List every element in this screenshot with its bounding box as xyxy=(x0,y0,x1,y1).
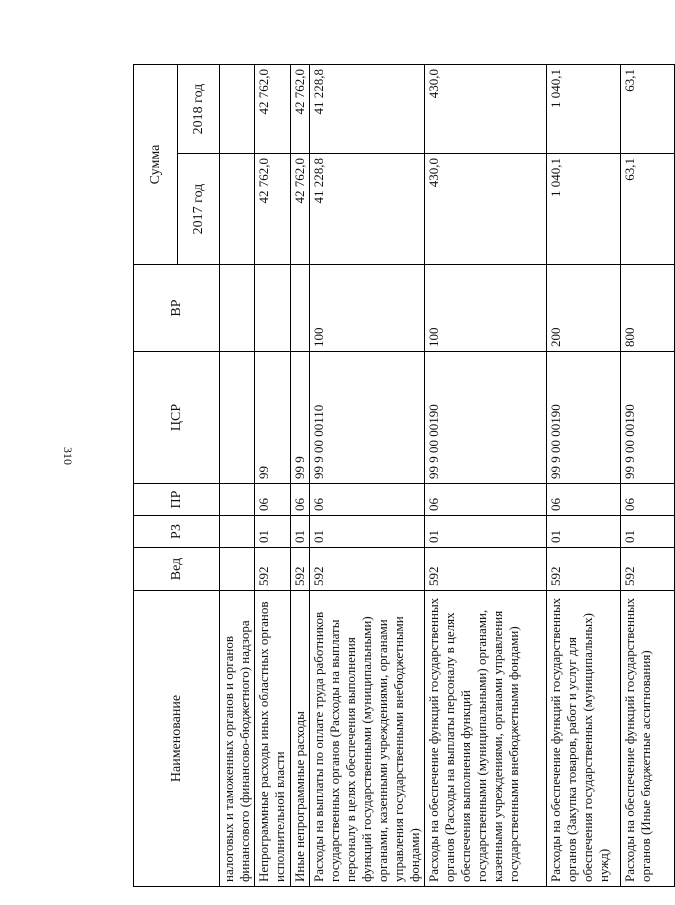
row-rz xyxy=(220,516,255,548)
page-number: 310 xyxy=(61,447,75,465)
row-ved: 592 xyxy=(310,548,425,591)
row-pr: 06 xyxy=(621,484,675,516)
row-pr: 06 xyxy=(425,484,547,516)
header-name: Наименование xyxy=(134,591,220,887)
row-csr: 99 xyxy=(255,352,291,484)
row-vr: 200 xyxy=(547,265,621,352)
row-csr: 99 9 00 00110 xyxy=(310,352,425,484)
row-pr: 06 xyxy=(310,484,425,516)
row-rz: 01 xyxy=(310,516,425,548)
rotated-page-content xyxy=(133,65,653,887)
row-name: налоговых и таможенных органов и органов финансового (финансово-бюджетного) надзора xyxy=(220,591,255,887)
row-rz: 01 xyxy=(547,516,621,548)
row-sum-2018: 42 762,0 xyxy=(291,65,310,154)
header-pr: ПР xyxy=(134,484,220,516)
row-csr: 99 9 xyxy=(291,352,310,484)
row-vr: 100 xyxy=(425,265,547,352)
row-rz: 01 xyxy=(255,516,291,548)
row-name: Расходы на обеспечение функций государственных органов (Иные бюджетные ассигнования) xyxy=(621,591,675,887)
row-ved: 592 xyxy=(425,548,547,591)
row-name: Расходы на выплаты по оплате труда работников государственных органов (Расходы на выплаты персоналу в целях обеспечения выполнения функций государственными (муниципальными) органами, казенными учреждениями, органами управления государственными внебюджетными фондами) xyxy=(310,591,425,887)
row-pr: 06 xyxy=(255,484,291,516)
row-sum-2017: 1 040,1 xyxy=(547,154,621,265)
table-row xyxy=(425,65,547,887)
row-sum-2017: 63,1 xyxy=(621,154,675,265)
header-sum: Сумма xyxy=(134,65,178,265)
row-sum-2017: 42 762,0 xyxy=(255,154,291,265)
header-year-2017: 2017 год xyxy=(178,154,220,265)
row-sum-2018: 1 040,1 xyxy=(547,65,621,154)
row-ved: 592 xyxy=(547,548,621,591)
budget-table xyxy=(133,64,675,887)
row-name: Непрограммные расходы иных областных органов исполнительной власти xyxy=(255,591,291,887)
table-row xyxy=(220,65,255,887)
row-pr: 06 xyxy=(547,484,621,516)
header-year-2018: 2018 год xyxy=(178,65,220,154)
table-row xyxy=(291,65,310,887)
row-sum-2017: 41 228,8 xyxy=(310,154,425,265)
row-pr: 06 xyxy=(291,484,310,516)
row-vr: 100 xyxy=(310,265,425,352)
row-ved xyxy=(220,548,255,591)
row-vr xyxy=(291,265,310,352)
row-vr xyxy=(255,265,291,352)
row-rz: 01 xyxy=(621,516,675,548)
table-row xyxy=(547,65,621,887)
row-sum-2018 xyxy=(220,65,255,154)
header-vr: ВР xyxy=(134,265,220,352)
row-ved: 592 xyxy=(291,548,310,591)
row-sum-2018: 430,0 xyxy=(425,65,547,154)
header-rz: РЗ xyxy=(134,516,220,548)
row-sum-2017 xyxy=(220,154,255,265)
row-csr: 99 9 00 00190 xyxy=(621,352,675,484)
row-name: Расходы на обеспечение функций государственных органов (Закупка товаров, работ и услуг для обеспечения государственных (муниципальных) нужд) xyxy=(547,591,621,887)
header-ved: Вед xyxy=(134,548,220,591)
row-pr xyxy=(220,484,255,516)
row-csr: 99 9 00 00190 xyxy=(425,352,547,484)
row-sum-2018: 63,1 xyxy=(621,65,675,154)
row-rz: 01 xyxy=(425,516,547,548)
table-row xyxy=(255,65,291,887)
table-row xyxy=(621,65,675,887)
row-vr xyxy=(220,265,255,352)
row-ved: 592 xyxy=(255,548,291,591)
row-name: Иные непрограммные расходы xyxy=(291,591,310,887)
row-ved: 592 xyxy=(621,548,675,591)
table-row xyxy=(310,65,425,887)
row-sum-2018: 41 228,8 xyxy=(310,65,425,154)
row-csr: 99 9 00 00190 xyxy=(547,352,621,484)
row-sum-2018: 42 762,0 xyxy=(255,65,291,154)
row-sum-2017: 430,0 xyxy=(425,154,547,265)
row-sum-2017: 42 762,0 xyxy=(291,154,310,265)
row-csr xyxy=(220,352,255,484)
row-name: Расходы на обеспечение функций государственных органов (Расходы на выплаты персоналу в целях обеспечения выполнения функций государственными (муниципальными) органами, казенными учреждениями, органами управления государственными внебюджетными фондами) xyxy=(425,591,547,887)
header-csr: ЦСР xyxy=(134,352,220,484)
row-rz: 01 xyxy=(291,516,310,548)
row-vr: 800 xyxy=(621,265,675,352)
